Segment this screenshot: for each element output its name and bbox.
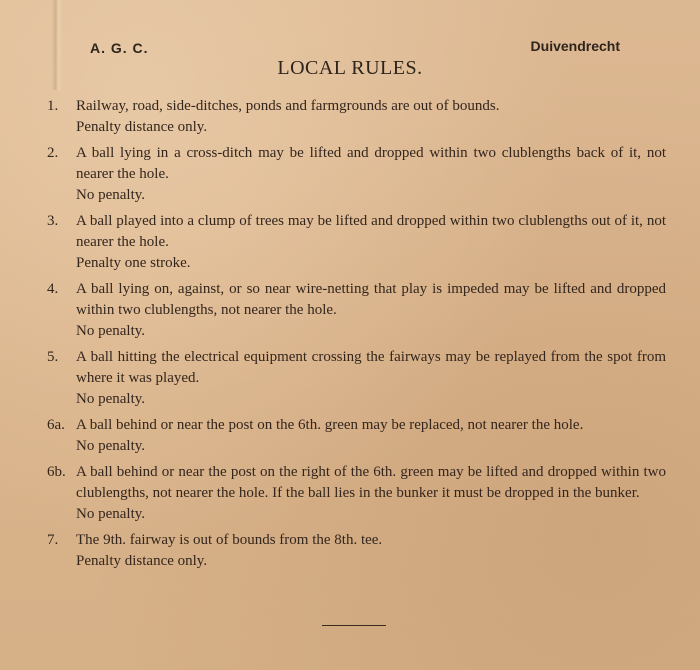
rule-number: 7. [47, 532, 59, 548]
rule-number: 6a. [47, 417, 65, 433]
rule-penalty: No penalty. [76, 323, 146, 339]
rule-item-1 [0, 96, 700, 138]
rule-number: 4. [47, 281, 59, 297]
rule-text: A ball behind or near the post on the 6th. green may be replaced, not nearer the hole. [76, 417, 584, 433]
page-title: LOCAL RULES. [277, 57, 423, 79]
rule-item-6a [0, 415, 700, 457]
rule-item-6b [0, 462, 700, 525]
rule-penalty: Penalty one stroke. [76, 255, 191, 271]
rule-number: 2. [47, 145, 59, 161]
rule-text: A ball played into a clump of trees may be lifted and dropped within two clublengths out of it, not nearer the hole. [76, 213, 666, 250]
rule-penalty: No penalty. [76, 438, 146, 454]
rule-text: A ball hitting the electrical equipment crossing the fairways may be replayed from the spot from where it was played. [76, 349, 666, 386]
rule-text: A ball behind or near the post on the right of the 6th. green may be lifted and dropped within two clublengths, not nearer the hole. If the ball lies in the bunker it must be dropped in the bunker. [76, 464, 666, 501]
rule-penalty: No penalty. [76, 187, 146, 203]
rule-item-4 [0, 279, 700, 342]
rule-item-2 [0, 143, 700, 206]
club-location: Duivendrecht [530, 38, 620, 54]
rule-penalty: No penalty. [76, 506, 146, 522]
rule-penalty: Penalty distance only. [76, 553, 208, 569]
closing-divider [322, 625, 386, 626]
rule-number: 6b. [47, 464, 66, 480]
rule-text: A ball lying on, against, or so near wire-netting that play is impeded may be lifted and dropped within two clublengths, not nearer the hole. [76, 281, 666, 318]
rule-text: A ball lying in a cross-ditch may be lifted and dropped within two clublengths back of it, not nearer the hole. [76, 145, 666, 182]
rule-text: The 9th. fairway is out of bounds from the 8th. tee. [76, 532, 383, 548]
rule-number: 3. [47, 213, 59, 229]
rule-number: 1. [47, 98, 59, 114]
rule-text: Railway, road, side-ditches, ponds and farmgrounds are out of bounds. [76, 98, 500, 114]
rule-penalty: Penalty distance only. [76, 119, 208, 135]
rule-item-5 [0, 347, 700, 410]
rule-number: 5. [47, 349, 59, 365]
club-name: A. G. C. [90, 40, 149, 56]
rule-penalty: No penalty. [76, 391, 146, 407]
rules-list [0, 96, 700, 572]
rule-item-3 [0, 211, 700, 274]
rule-item-7 [0, 530, 700, 572]
